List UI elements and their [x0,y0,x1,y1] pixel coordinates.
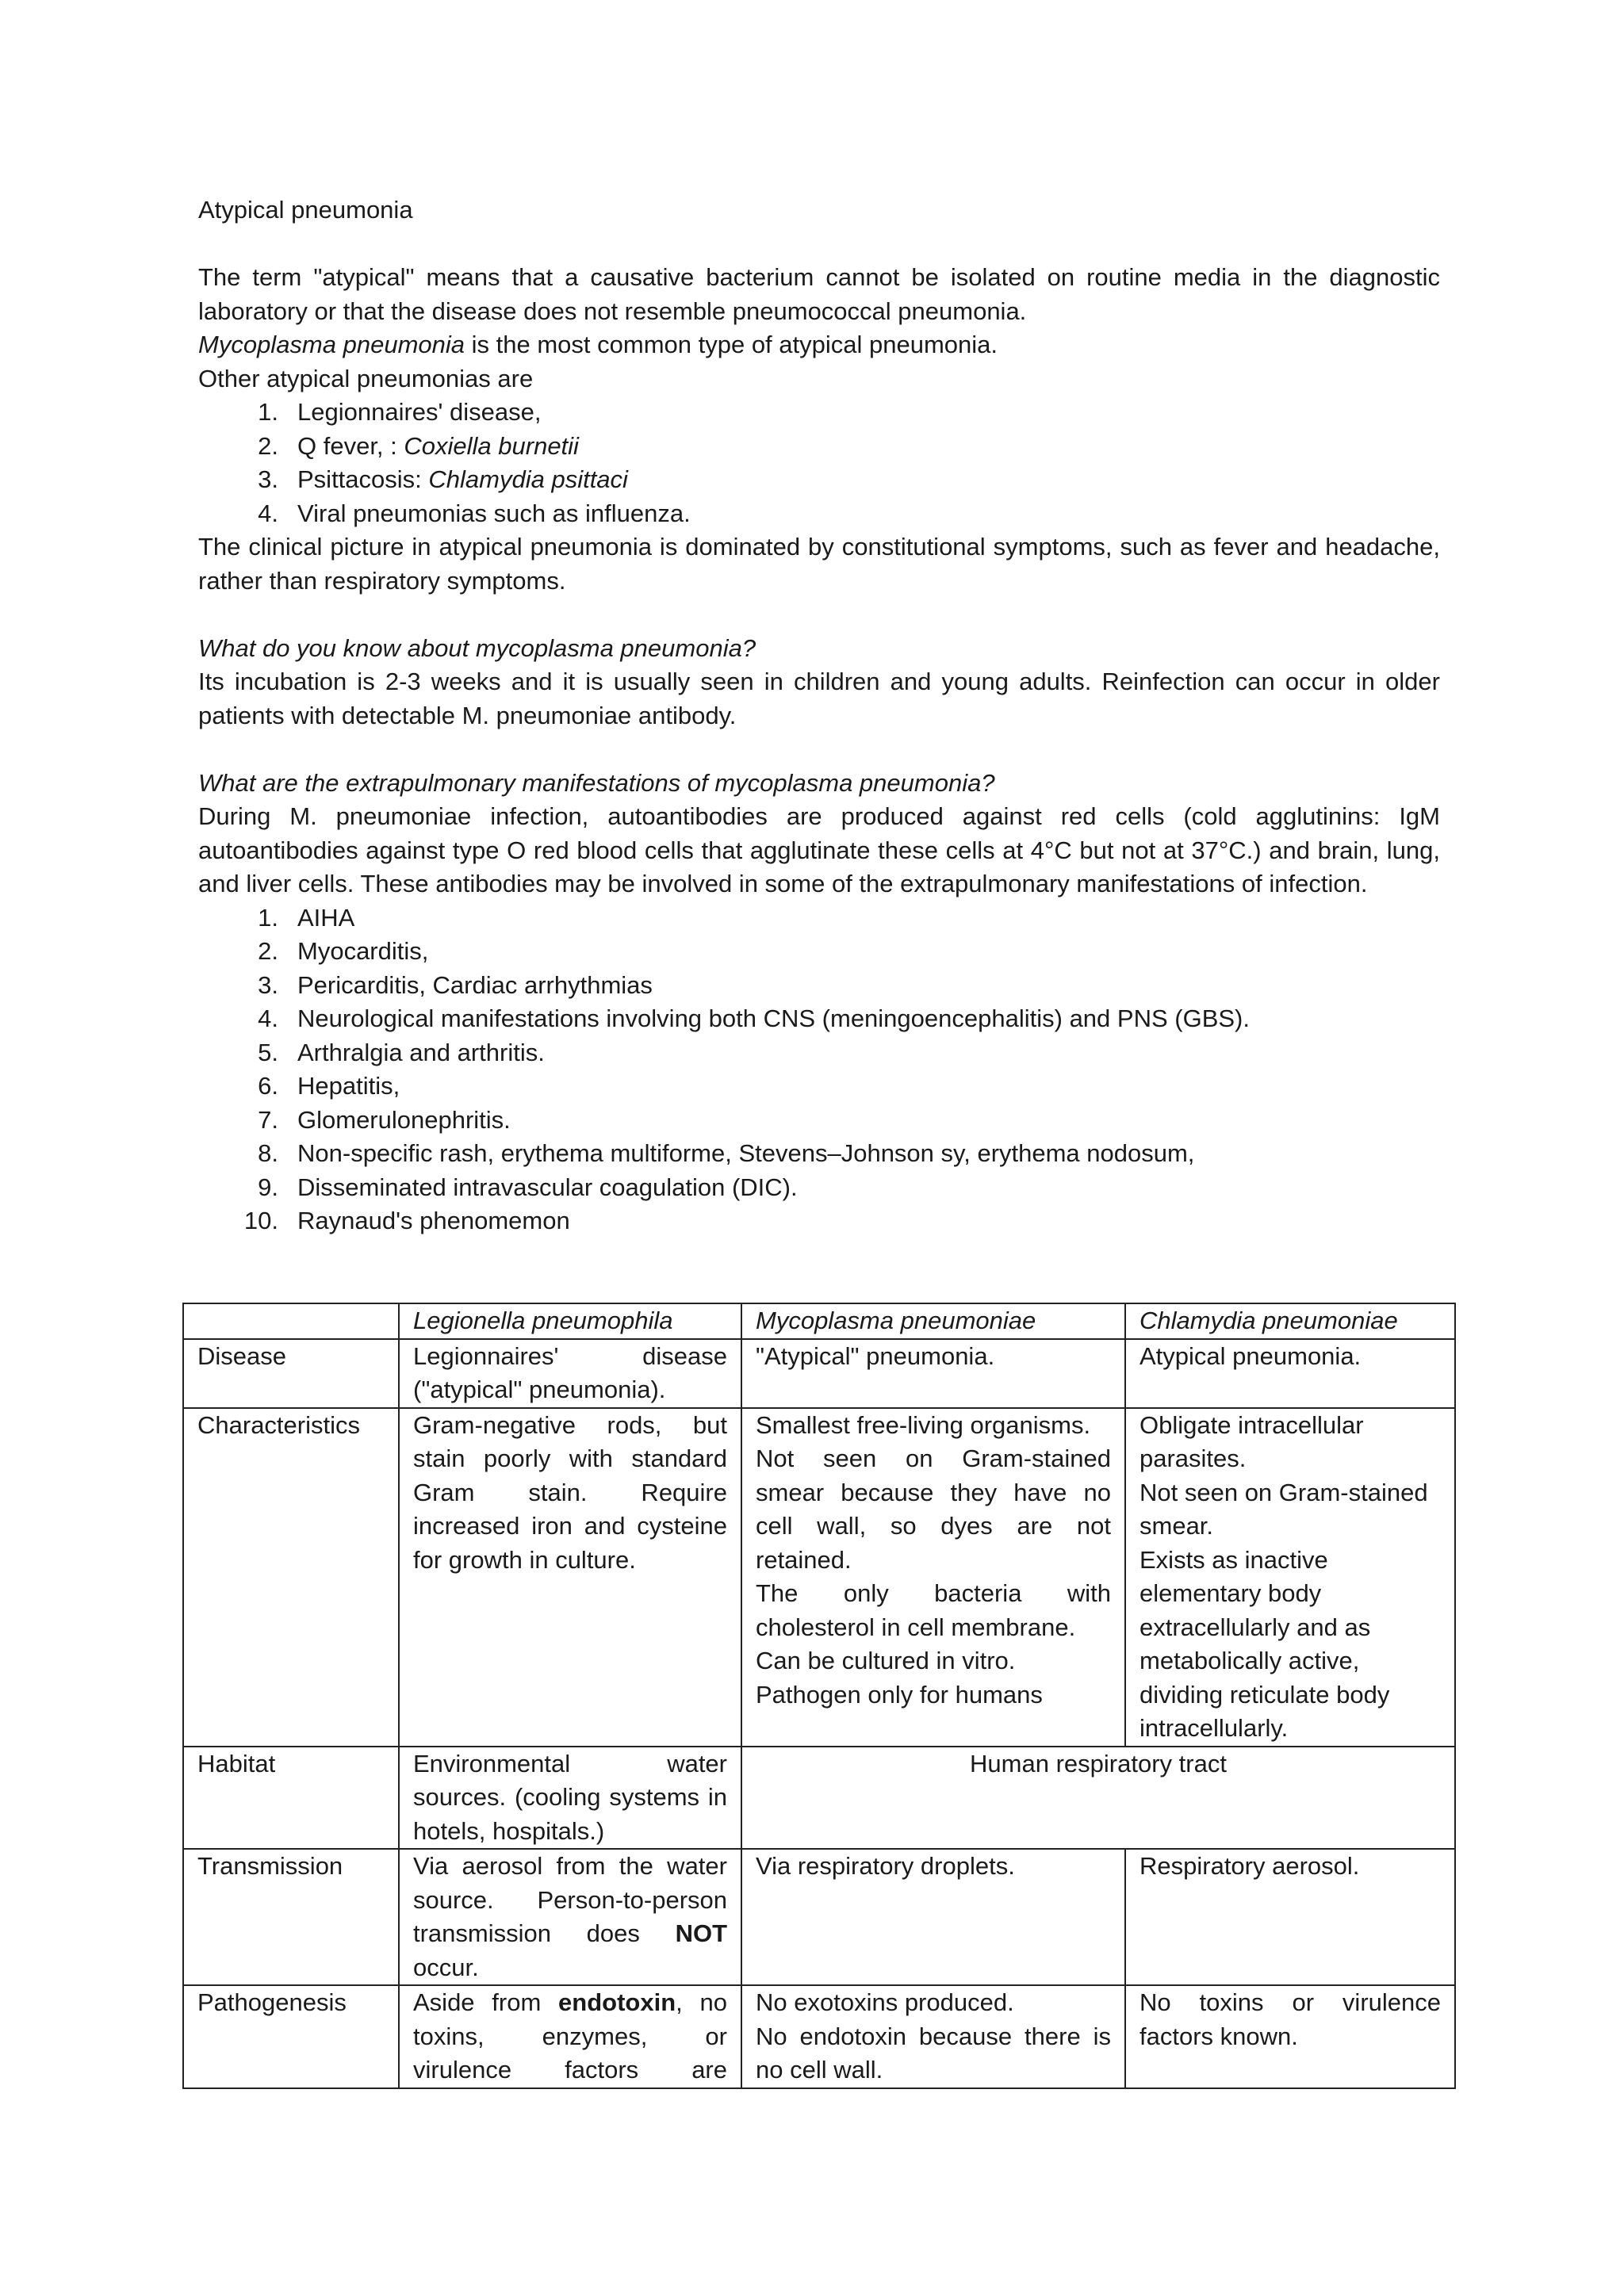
header-mycoplasma: Mycoplasma pneumoniae [741,1303,1125,1339]
list-item: 1. Legionnaires' disease, [258,398,542,426]
common-type-rest: is the most common type of atypical pneumonia. [465,331,998,358]
cell-legionella: Environmental water sources. (cooling systems in hotels, hospitals.) [399,1747,741,1850]
cell-mycoplasma: "Atypical" pneumonia. [741,1339,1125,1408]
list-item: 4. Viral pneumonias such as influenza. [258,499,691,527]
list-item: 10. Raynaud's phenomemon [243,1207,570,1234]
list-item: 7. Glomerulonephritis. [258,1105,511,1134]
clinical-paragraph: The clinical picture in atypical pneumonia is dominated by constitutional symptoms, such as fever and headache, rather than respiratory symptoms. [198,533,1440,595]
list-item: 4. Neurological manifestations involving both CNS (meningoencephalitis) and PNS (GBS). [258,1004,1250,1032]
cell-legionella: Aside from endotoxin, no toxins, enzymes, or virulence factors are [399,1985,741,2088]
cell-mycoplasma: Via respiratory droplets. [741,1849,1125,1985]
answer-1: Its incubation is 2-3 weeks and it is usually seen in children and young adults. Reinfection can occur in older patients with detectable M. pneumoniae antibody. [198,668,1440,729]
cell-legionella: Legionnaires' disease ("atypical" pneumonia). [399,1339,741,1408]
list-item: 1. AIHA [258,903,355,932]
other-pneumonias-list [198,396,1440,530]
cell-chlamydia: Atypical pneumonia. [1125,1339,1455,1408]
document-body [198,193,1440,1238]
list-item: 3. Pericarditis, Cardiac arrhythmias [258,970,653,999]
row-label: Disease [183,1339,399,1408]
cell-chlamydia: Obligate intracellular parasites. Not seen on Gram-stained smear. Exists as inactive elementary body extracellularly and as metabolically active, dividing reticulate body intracellularly. [1125,1408,1455,1747]
table-header-row [183,1303,1455,1339]
list-item: 2. Q fever, : Coxiella burnetii [258,431,579,460]
table-corner-cell [183,1303,399,1339]
comparison-table [182,1303,1456,2089]
answer-2: During M. pneumoniae infection, autoantibodies are produced against red cells (cold agglutinins: IgM autoantibodies against type O red blood cells that agglutinate these cells at 4°C but not at 37°C.) and brain, lung, and liver cells. These antibodies may be involved in some of the extrapulmonary manifestations of infection. [198,802,1440,897]
header-legionella: Legionella pneumophila [399,1303,741,1339]
page-title: Atypical pneumonia [198,196,413,224]
row-label: Transmission [183,1849,399,1985]
cell-chlamydia: Respiratory aerosol. [1125,1849,1455,1985]
list-item: 2. Myocarditis, [258,937,429,965]
table-row-disease [183,1339,1455,1408]
list-item: 8. Non-specific rash, erythema multiforme, Stevens–Johnson sy, erythema nodosum, [258,1139,1195,1167]
list-item: 9. Disseminated intravascular coagulation (DIC). [258,1173,798,1201]
question-1: What do you know about mycoplasma pneumonia? [198,633,756,662]
common-type-organism: Mycoplasma pneumonia [198,331,465,358]
list-item: 5. Arthralgia and arthritis. [258,1038,545,1066]
cell-legionella: Via aerosol from the water source. Person-to-person transmission does NOT occur. [399,1849,741,1985]
list-item: 6. Hepatitis, [258,1072,400,1100]
cell-legionella: Gram-negative rods, but stain poorly with standard Gram stain. Require increased iron and cysteine for growth in culture. [399,1408,741,1747]
row-label: Characteristics [183,1408,399,1747]
list-item: 3. Psittacosis: Chlamydia psittaci [258,465,628,493]
cell-shared-habitat: Human respiratory tract [741,1747,1455,1850]
cell-mycoplasma: Smallest free-living organisms. Not seen on Gram-stained smear because they have no cell wall, so dyes are not retained. The only bacteria with cholesterol in cell membrane. Can be cultured in vitro. Pathogen only for humans [741,1408,1125,1747]
table-row-habitat [183,1747,1455,1850]
manifestations-list [198,901,1440,1238]
cell-chlamydia: No toxins or virulence factors known. [1125,1985,1455,2088]
row-label: Pathogenesis [183,1985,399,2088]
table-row-transmission [183,1849,1455,1985]
common-type-line [198,328,1440,362]
header-chlamydia: Chlamydia pneumoniae [1125,1303,1455,1339]
table-row-characteristics [183,1408,1455,1747]
cell-mycoplasma: No exotoxins produced. No endotoxin because there is no cell wall. [741,1985,1125,2088]
table-row-pathogenesis [183,1985,1455,2088]
question-2: What are the extrapulmonary manifestations of mycoplasma pneumonia? [198,768,995,797]
row-label: Habitat [183,1747,399,1850]
others-heading: Other atypical pneumonias are [198,364,534,392]
intro-paragraph: The term "atypical" means that a causative bacterium cannot be isolated on routine media in the diagnostic laboratory or that the disease does not resemble pneumococcal pneumonia. [198,263,1440,325]
